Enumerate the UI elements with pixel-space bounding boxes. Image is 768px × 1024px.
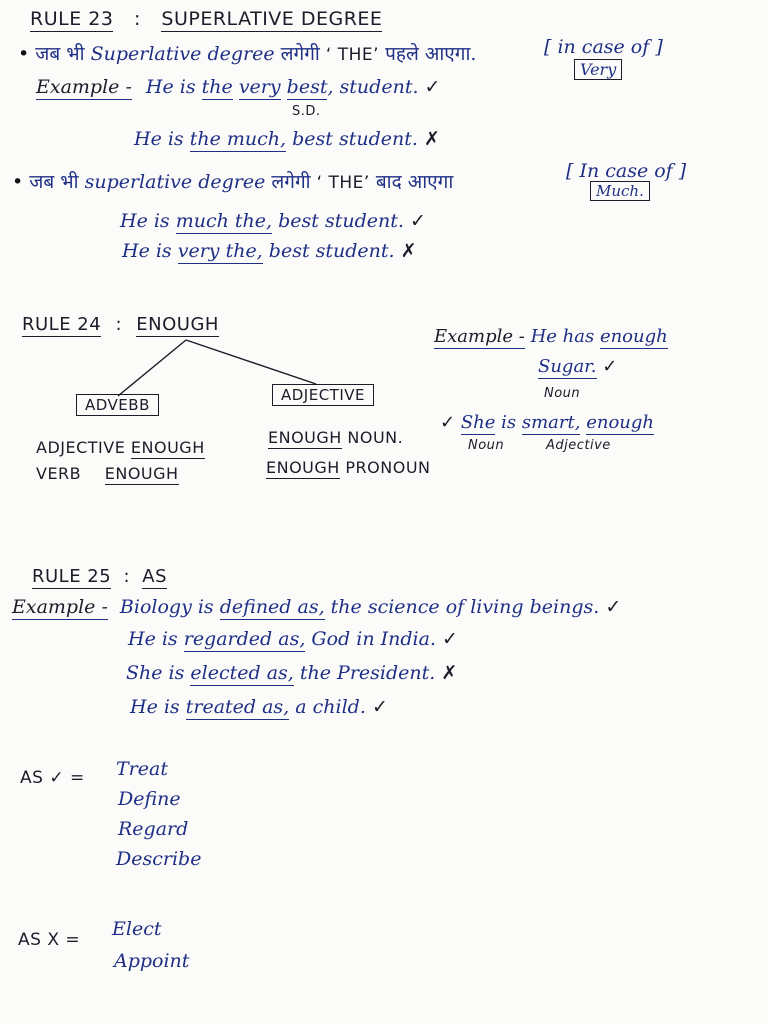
check-mark: ✓ [371, 696, 388, 718]
adjective-rule-line2: ENOUGH PRONOUN [266, 458, 431, 477]
rule23-heading: SUPERLATIVE DEGREE [161, 8, 383, 30]
correct-word-3: Regard [118, 818, 189, 840]
noun-tag-2: Noun [468, 438, 505, 453]
rule24-title: RULE 24 : ENOUGH [22, 314, 219, 335]
rule23-note2: [ In case of ] [566, 160, 687, 182]
cross-mark: ✗ [400, 240, 417, 262]
rule24-example: Example - He has enough [434, 326, 668, 347]
note-box-much: Much. [590, 182, 650, 200]
hindi-text: पहले आएगा. [385, 43, 477, 65]
rule23-bullet2: • जब भी superlative degree लगेगी ‘ THE’ बाद आएगा [12, 171, 454, 193]
check-mark: ✓ [424, 76, 441, 98]
rule23-bullet1: • जब भी Superlative degree लगेगी ‘ THE’ पहले आएगा. [18, 43, 477, 65]
check-mark: ✓ [602, 356, 618, 377]
rule24-example2: ✓ She is smart, enough [440, 412, 655, 433]
check-mark: ✓ [440, 412, 456, 433]
note-prefix: [ in case of ] [544, 36, 663, 58]
rule23-colon: : [133, 8, 141, 30]
cross-mark: ✗ [423, 128, 440, 150]
the-word: ‘ THE’ [325, 45, 380, 65]
check-mark: ✓ [605, 596, 622, 618]
example-label: Example - [36, 76, 132, 98]
hindi-text: जब भी [35, 43, 85, 65]
check-mark: ✓ [442, 628, 458, 650]
adjective-tag: Adjective [546, 438, 611, 453]
wrong-word-1: Elect [112, 918, 162, 940]
noun-tag: Noun [544, 386, 581, 401]
rule23-example-line1: Example - He is the very best, student. ✓ [36, 76, 441, 98]
the-word: ‘ THE’ [316, 173, 370, 193]
rule25-title: RULE 25 : AS [32, 566, 168, 587]
sd-label: S.D. [292, 104, 321, 119]
rule24-example-cont: Sugar. ✓ [538, 356, 618, 377]
cross-mark: ✗ [441, 662, 458, 684]
adverb-rule-line1: ADJECTIVE ENOUGH [36, 438, 205, 457]
wrong-word-2: Appoint [114, 950, 190, 972]
rule23-example-line3: He is much the, best student. ✓ [120, 210, 426, 232]
adverb-rule-line2: VERB ENOUGH [36, 464, 179, 483]
correct-word-4: Describe [116, 848, 202, 870]
rule25-example-line1: Example - Biology is defined as, the science of living beings. ✓ [12, 596, 622, 618]
rule25-example-line4: He is treated as, a child. ✓ [130, 696, 388, 718]
rule25-example-line2: He is regarded as, God in India. ✓ [128, 628, 458, 650]
as-correct-label: AS ✓ = [20, 768, 85, 788]
rule23-number: RULE 23 [30, 8, 114, 30]
adverb-box: ADVEBB [76, 396, 159, 414]
note-box-very: Very [574, 60, 622, 79]
adjective-rule-line1: ENOUGH NOUN. [268, 428, 404, 447]
check-mark: ✓ [409, 210, 426, 232]
correct-word-1: Treat [116, 758, 168, 780]
as-wrong-label: AS X = [18, 930, 81, 950]
hindi-text: लगेगी [280, 43, 320, 65]
rule23-example-line4: He is very the, best student. ✗ [122, 240, 417, 262]
adjective-box: ADJECTIVE [272, 386, 374, 404]
english-text: Superlative degree [90, 43, 275, 65]
rule25-example-line3: She is elected as, the President. ✗ [126, 662, 458, 684]
correct-word-2: Define [118, 788, 181, 810]
rule23-example-line2: He is the much, best student. ✗ [134, 128, 440, 150]
